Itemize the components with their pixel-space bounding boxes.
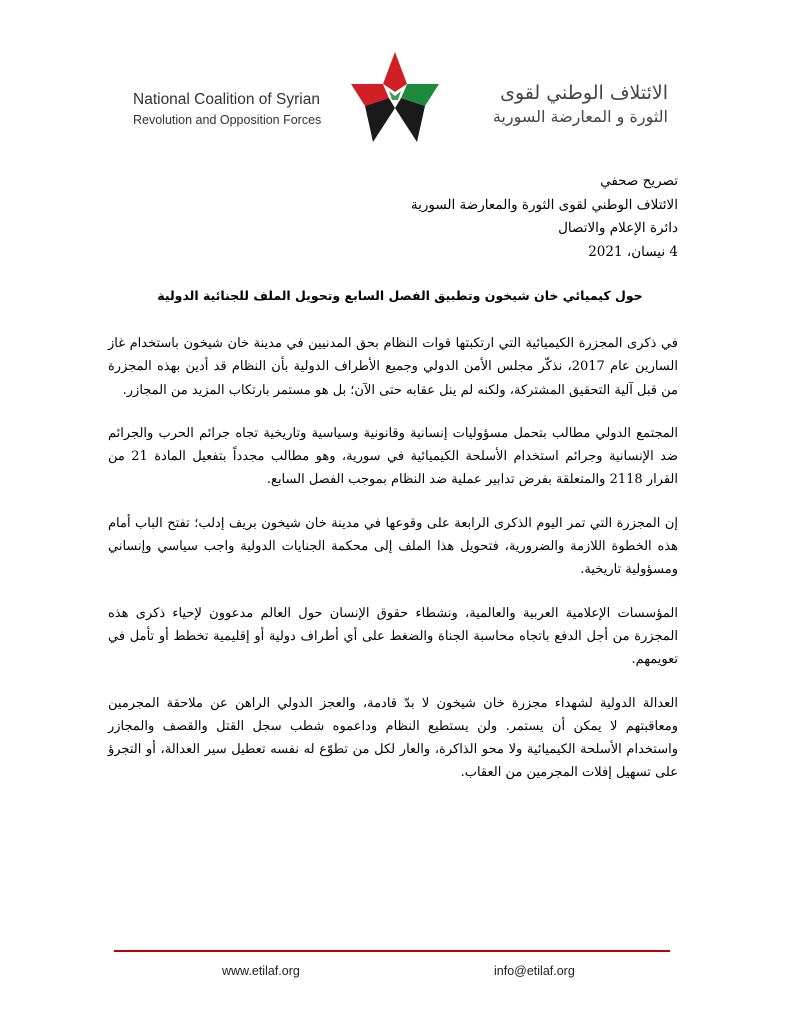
statement-title: حول كيميائي خان شيخون وتطبيق الفصل السابع وتحويل الملف للجنائية الدولية [157,288,643,303]
footer-divider [114,950,670,952]
paragraph: العدالة الدولية لشهداء مجزرة خان شيخون لا بدّ قادمة، والعجز الدولي الراهن عن ملاحقة المجرمين ومعاقبتهم لا يمكن أن يستمر. ولن يستطيع النظام وداعموه شطب سجل القتل والقصف والمجازر واستخدام الأسلحة الكيميائية ولا محو الذاكرة، والعار لكل من تطوّع له نفسه تعطيل سير العدالة، أو التجرؤ على تسهيل إفلات المجرمين من العقاب. [108,695,678,781]
org-name-arabic [448,80,668,128]
footer-email[interactable]: info@etilaf.org [494,964,575,978]
org-name-english-line1: National Coalition of Syrian [133,91,320,108]
department: دائرة الإعلام والاتصال [558,220,678,236]
date: 4 نيسان، 2021 [588,243,678,260]
letterhead [0,0,792,150]
org-name-arabic-line1: الائتلاف الوطني لقوى [500,82,668,104]
footer-website[interactable]: www.etilaf.org [222,964,300,978]
paragraph: في ذكرى المجزرة الكيميائية التي ارتكبتها قوات النظام بحق المدنيين في مدينة خان شيخون باستخدام غاز السارين عام 2017، نذكّر مجلس الأمن الدولي وجميع الأطراف الدولية بأن النظام قد أدين بهذه المجزرة من قبل آلية التحقيق المشتركة، ولكنه لم ينل عقابه حتى الآن؛ بل هو مستمر بارتكاب المزيد من المجازر. [108,336,678,398]
issuer: الائتلاف الوطني لقوى الثورة والمعارضة السورية [410,196,678,213]
paragraph: المؤسسات الإعلامية العربية والعالمية، ونشطاء حقوق الإنسان حول العالم مدعوون لإحياء ذكرى هذه المجزرة من أجل الدفع باتجاه محاسبة الجناة والضغط على أي أطراف دولية أو إقليمية تخطط أو تأمل في تعويمهم. [108,605,678,668]
logo-segment-red-top [383,52,407,92]
doc-type: تصريح صحفي [600,173,678,189]
org-name-arabic-line2: الثورة و المعارضة السورية [492,107,668,126]
document-meta [118,170,678,264]
logo-segment-black-bottom-left [365,98,395,142]
logo-segment-black-bottom-right [395,98,425,142]
coalition-star-logo [345,48,445,148]
paragraph: المجتمع الدولي مطالب بتحمل مسؤوليات إنسانية وقانونية وسياسية وتاريخية تجاه جرائم الحرب والجرائم ضد الإنسانية وجرائم استخدام الأسلحة الكيميائية في سورية، وهو مطالب مجدداً بتفعيل المادة 21 من القرار 2118 والمتعلقة بفرض تدابير عملية ضد النظام بموجب الفصل السابع. [108,425,678,488]
statement-body [108,332,678,805]
paragraph: إن المجزرة التي تمر اليوم الذكرى الرابعة على وقوعها في مدينة خان شيخون بريف إدلب؛ تفتح الباب أمام هذه الخطوة اللازمة والضرورية، فتحويل هذا الملف إلى محكمة الجنايات الدولية واجب سياسي وإنساني ومسؤولية تاريخية. [108,515,678,578]
org-name-english-line2: Revolution and Opposition Forces [133,113,322,127]
org-name-english [133,90,358,130]
